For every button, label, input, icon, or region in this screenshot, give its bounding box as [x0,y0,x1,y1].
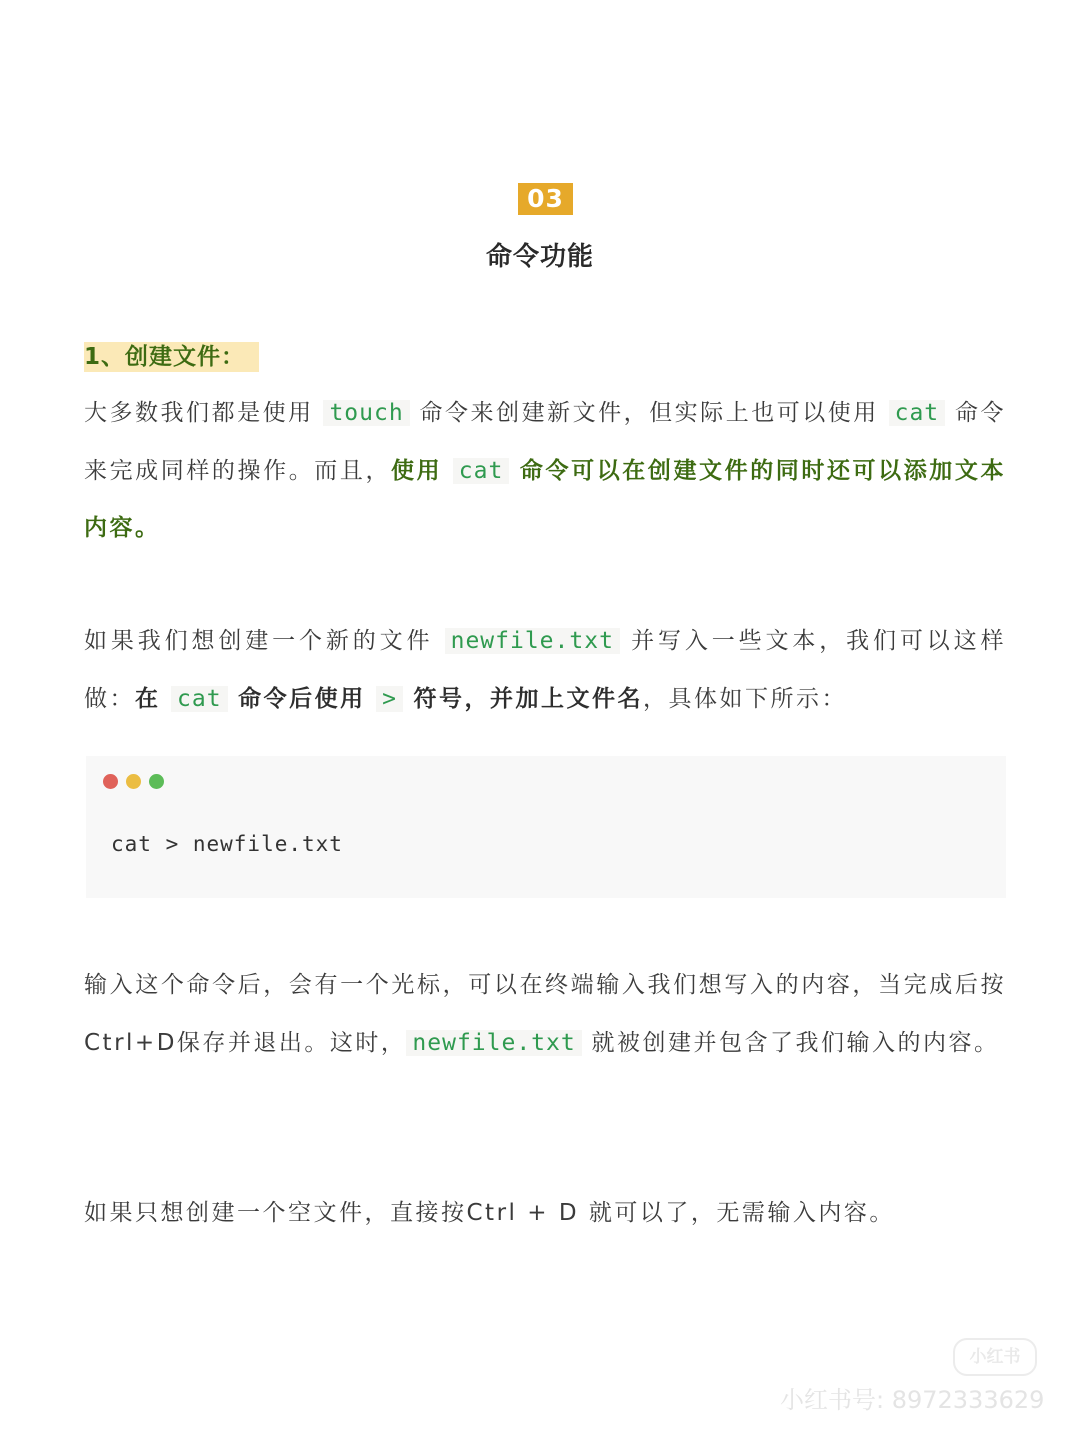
bold-text: 命令后使用 [227,685,377,712]
text-span: ，具体如下所示： [642,685,847,712]
window-minimize-dot-icon [126,774,141,789]
section-number-badge: 03 [518,183,573,215]
inline-code-cat: cat [889,400,946,426]
text-span: 输入这个命令后，会有一个光标，可以在终端输入我们想写入的内容，当完成后按Ctrl+D保存并退出。这时， [84,972,1006,1056]
text-span: 命令来完成同样的操作。而且， [84,400,1006,484]
window-maximize-dot-icon [149,774,164,789]
inline-code-filename: newfile.txt [445,628,620,654]
inline-code-touch: touch [323,400,409,426]
text-span: 如果只想创建一个空文件，直接按Ctrl + D 就可以了，无需输入内容。 [84,1200,895,1226]
window-close-dot-icon [103,774,118,789]
bold-text: 在 [135,685,172,712]
text-span: 大多数我们都是使用 [84,400,324,426]
text-span: 命令来创建新文件，但实际上也可以使用 [409,400,889,426]
text-span: 如果我们想创建一个新的文件 [84,628,445,654]
watermark-logo: 小红书 [953,1338,1037,1376]
paragraph-touch-vs-cat [84,385,1006,558]
paragraph-create-newfile [84,613,1006,728]
code-line: cat > newfile.txt [111,832,343,856]
inline-code-cat: cat [171,686,228,712]
text-span: 就被创建并包含了我们输入的内容。 [581,1029,1000,1056]
inline-code-redirect: > [376,686,403,712]
text-span: 并写入一些文本，我们可以这样做： [84,628,1007,712]
code-block [86,756,1006,898]
section-title: 命令功能 [485,242,594,272]
subheading-create-file: 1、创建文件： [84,342,259,372]
paragraph-empty-file [84,1185,1006,1243]
emphasis-text: 使用 [391,457,453,484]
watermark-text: 小红书号: 8972333629 [780,1386,1045,1414]
inline-code-cat: cat [453,458,510,484]
emphasis-text: 命令可以在创建文件的同时还可以添加文本内容。 [84,457,1006,541]
inline-code-filename: newfile.txt [406,1030,581,1056]
paragraph-ctrl-d-save [84,957,1006,1072]
bold-text: 符号，并加上文件名 [402,685,643,712]
